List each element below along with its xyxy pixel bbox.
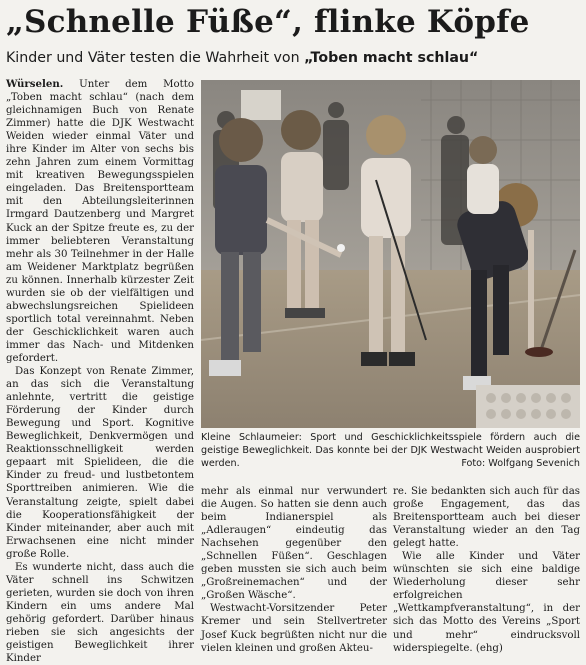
article-paragraph: Wie alle Kinder und Väter wünschten sie sich eine baldige Wiederholung dieser sehr erfolgreichen „Wettkampfveranstaltung“, in der sich das Motto des Vereins „Sport und mehr“ eindrucksvoll widerspiegelte. (ehg) bbox=[393, 551, 580, 654]
dateline: Würselen. bbox=[6, 78, 64, 90]
caption-text: Kleine Schlaumeier: Sport und Geschicklichkeitsspiele fördern auch die geistige Beweglichkeit. Das konnte bei der DJK Westwacht Weiden ausprobiert werden. bbox=[201, 432, 580, 469]
article-paragraph: Es wunderte nicht, dass auch die Väter schnell ins Schwitzen gerieten, wurden sie doch von ihren Kindern ein ums andere Mal gehörig gefordert. Darüber hinaus rieben sie sich angesichts der geistigen Beweglichkeit ihrer Kinder bbox=[6, 561, 194, 665]
article-column-1 bbox=[6, 78, 194, 665]
photo-caption bbox=[201, 431, 580, 470]
article-column-2 bbox=[201, 485, 387, 654]
article-headline: „Schnelle Füße“, flinke Köpfe bbox=[6, 4, 530, 40]
article-paragraph: Westwacht-Vorsitzender Peter Kremer und sein Stellvertreter Josef Kuck begrüßten nicht nur die vielen kleinen und großen Akteu- bbox=[201, 603, 387, 654]
children-playing-photo bbox=[201, 80, 580, 428]
photo-credit: Foto: Wolfgang Sevenich bbox=[461, 458, 580, 469]
article-column-3 bbox=[393, 485, 580, 654]
subheadline-quote: „Toben macht schlau“ bbox=[304, 50, 479, 66]
article-photo bbox=[201, 80, 580, 428]
article-paragraph: mehr als einmal nur verwundert die Augen. So hatten sie denn auch beim Indianerspiel als „Adleraugen“ eindeutig das Nachsehen gegenüber den „Schnellen Füßen“. Geschlagen geben mussten sie sich auch beim „Großreinemachen“ und der „Großen Wäsche“. bbox=[201, 486, 387, 602]
article-paragraph: Das Konzept von Renate Zimmer, an das sich die Veranstaltung anlehnte, vertritt die geistige Förderung der Kinder durch Bewegung und Sport. Kognitive Beweglichkeit, Denkvermögen und Reaktionsschnelligkeit werden gepaart mit Spielideen, die die Kinder zu freud- und lustbetontem Sporttreiben animieren. Wie die Veranstaltung zeigte, spielt dabei die Kooperationsfähigkeit der Kinder miteinander, aber auch mit Erwachsenen eine nicht minder große Rolle. bbox=[6, 366, 194, 560]
article-subheadline bbox=[6, 48, 584, 68]
article-paragraph: re. Sie bedankten sich auch für das große Engagement, das das Breitensportteam auch bei dieser Veranstaltung wieder an den Tag gelegt hatte. bbox=[393, 486, 580, 550]
article-paragraph: Würselen. Unter dem Motto „Toben macht schlau“ (nach dem gleichnamigen Buch von Renate Zimmer) hatte die DJK Westwacht Weiden wieder einmal Väter und ihre Kinder im Alter von sechs bis zehn Jahren zum einem Vormittag mit kreativen Bewegungsspielen eingeladen. Das Breitensportteam mit den Abteilungsleiterinnen Irmgard Dautzenberg und Margret Kuck an der Spitze freute es, zu der immer beliebteren Veranstaltung mehr als 30 Teilnehmer in der Halle am Weidener Marktplatz begrüßen zu können. Innerhalb kürzester Zeit wurden sie ob der vielfältigen und abwechslungsreichen Spielideen sportlich total vereinnahmt. Neben der Geschicklichkeit waren auch immer das Nach- und Mitdenken gefordert. bbox=[6, 78, 194, 364]
subheadline-lead: Kinder und Väter testen die Wahrheit von bbox=[6, 50, 305, 66]
